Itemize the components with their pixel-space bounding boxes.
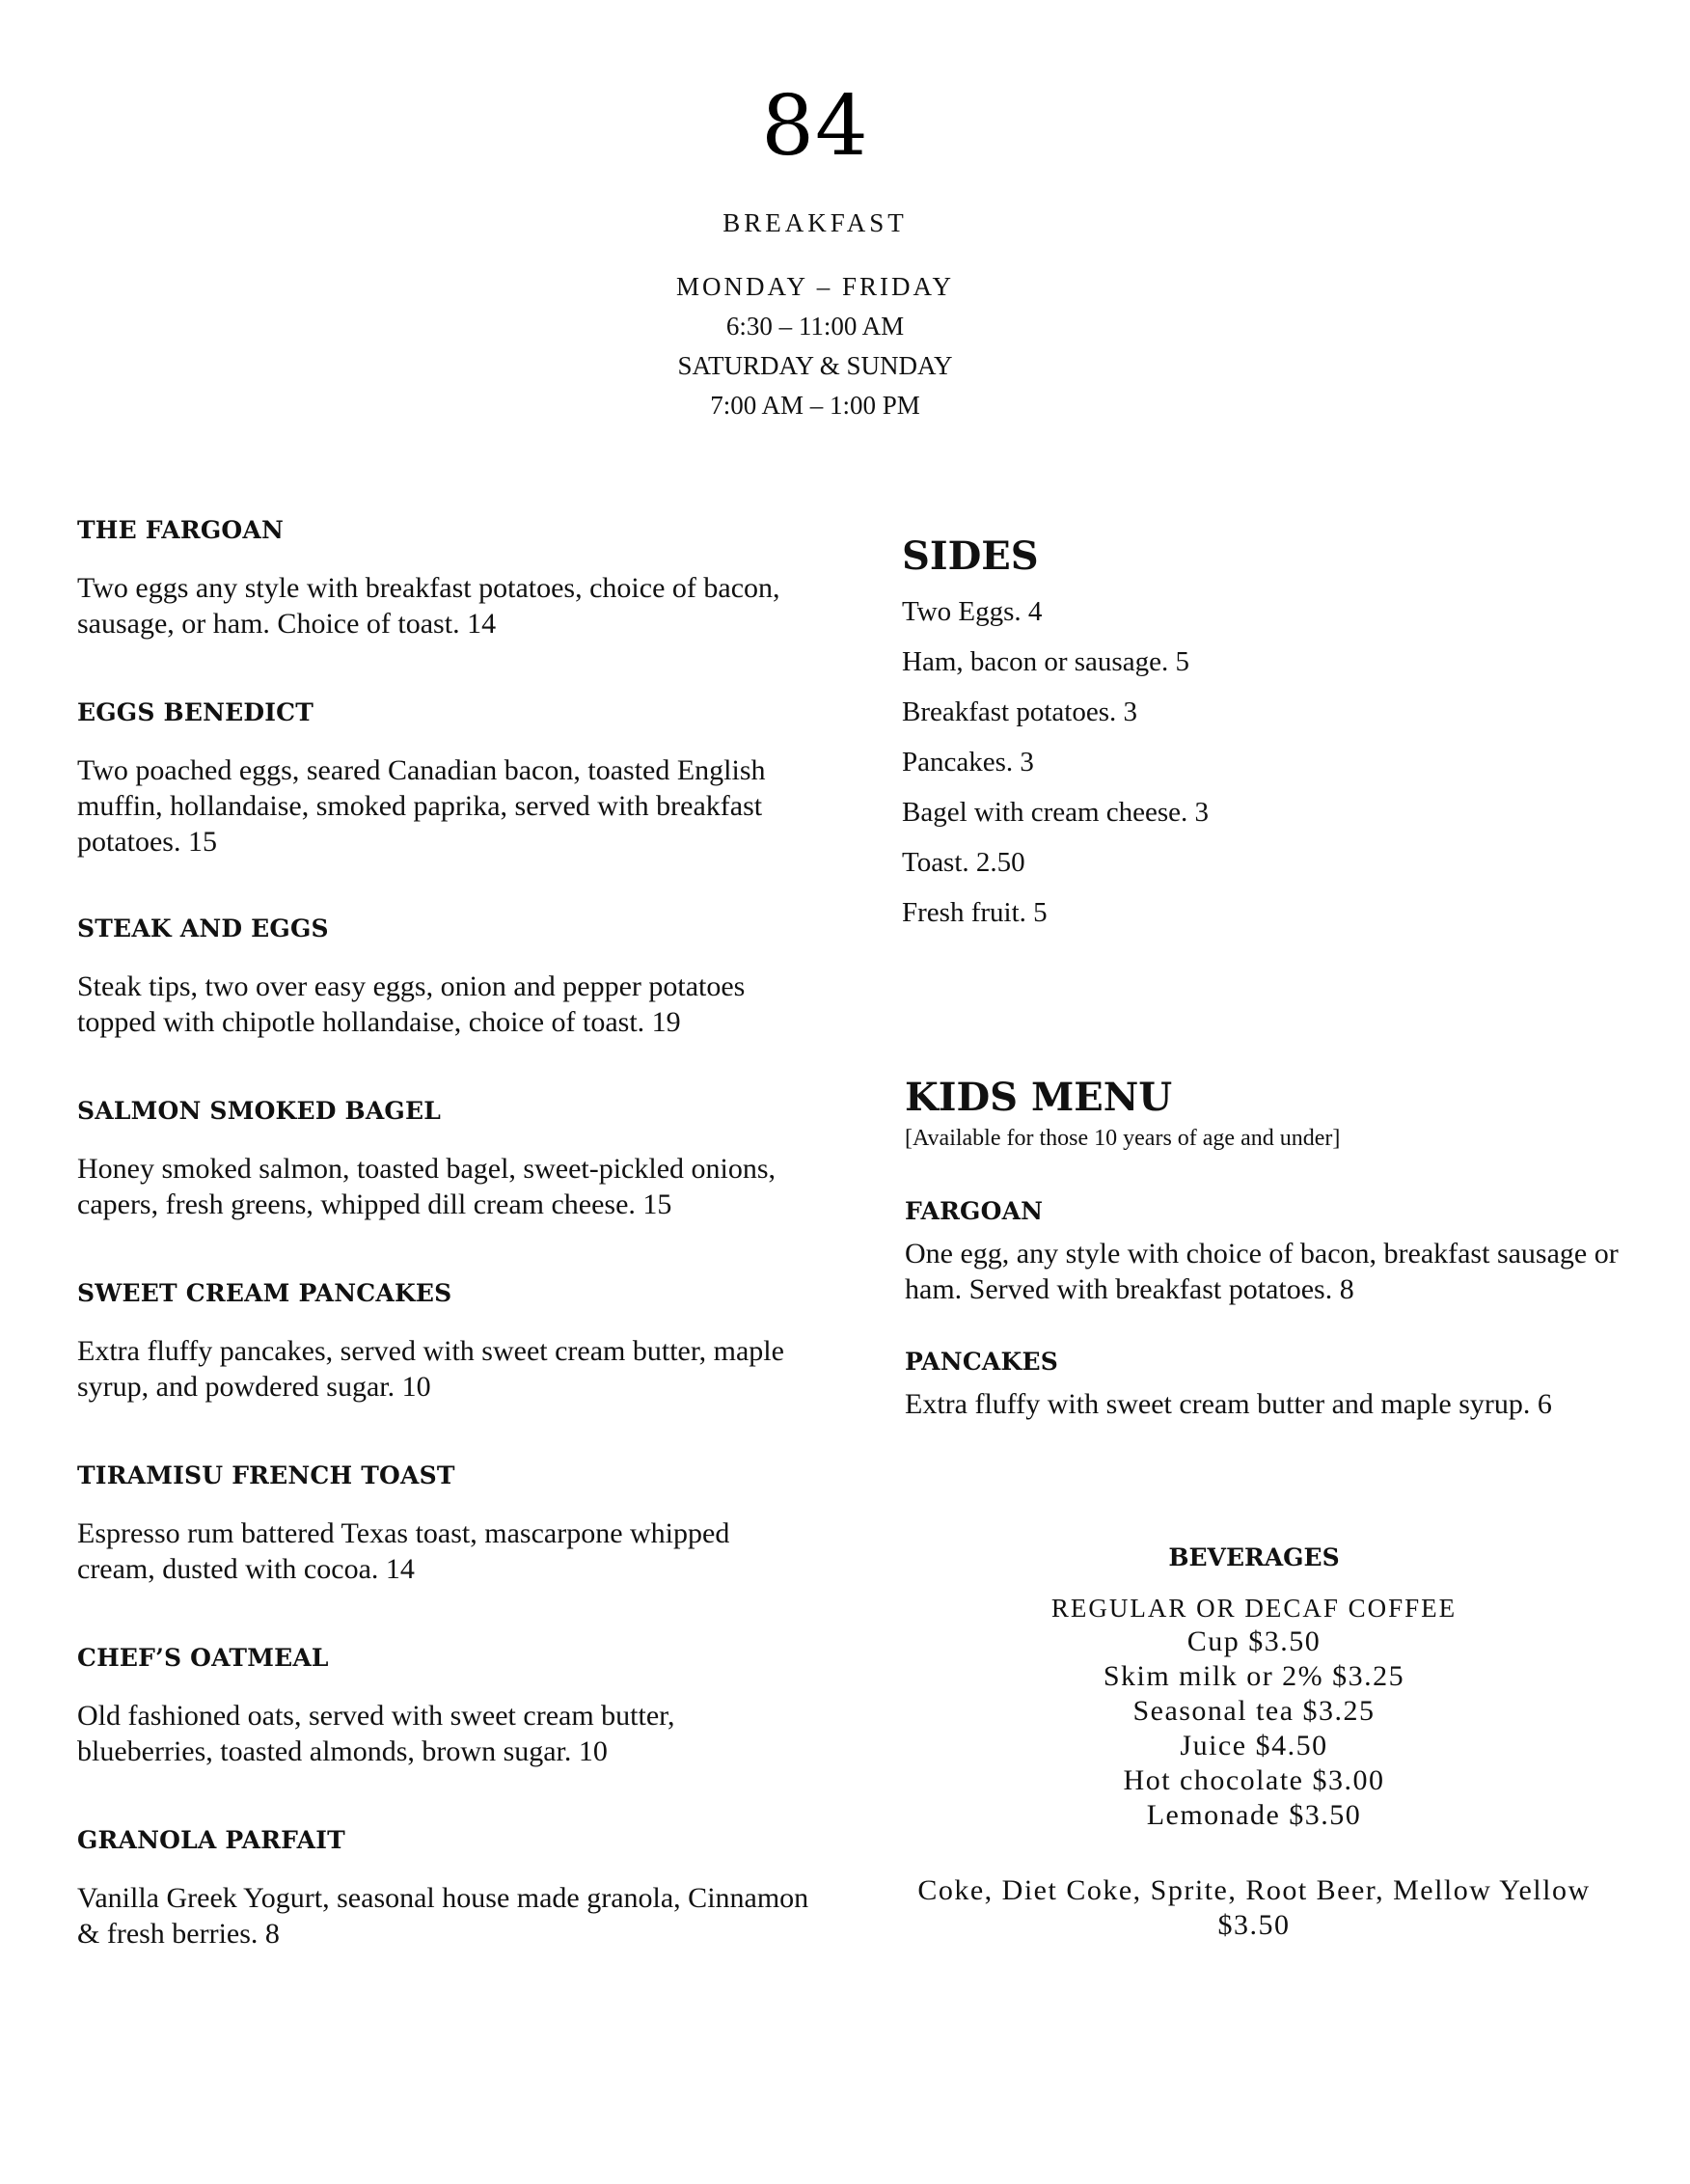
menu-header xyxy=(0,78,1630,425)
menu-item xyxy=(77,1097,810,1279)
item-name: SWEET CREAM PANCAKES xyxy=(77,1279,452,1307)
beverage-item: Seasonal tea $3.25 xyxy=(1132,1695,1376,1727)
item-name: PANCAKES xyxy=(905,1348,1058,1376)
sides-list xyxy=(902,587,1635,938)
item-description: Steak tips, two over easy eggs, onion and pepper potatoes topped with chipotle hollandaise, choice of toast. 19 xyxy=(77,970,746,1038)
item-name: TIRAMISU FRENCH TOAST xyxy=(77,1461,455,1489)
sides-title: SIDES xyxy=(902,533,1039,579)
item-description: Vanilla Greek Yogurt, seasonal house made granola, Cinnamon & fresh berries. 8 xyxy=(77,1882,809,1950)
item-description: Two poached eggs, seared Canadian bacon, toasted English muffin, hollandaise, smoked paprika, served with breakfast potatoes. 15 xyxy=(77,754,766,858)
menu-item xyxy=(77,915,810,1097)
menu-item xyxy=(77,1644,810,1826)
restaurant-logo: 84 xyxy=(761,78,869,175)
item-description: Extra fluffy pancakes, served with sweet cream butter, maple syrup, and powdered sugar. 10 xyxy=(77,1335,784,1403)
item-name: SALMON SMOKED BAGEL xyxy=(77,1097,442,1125)
item-description: One egg, any style with choice of bacon, breakfast sausage or ham. Served with breakfast potatoes. 8 xyxy=(905,1238,1619,1305)
kids-menu-section xyxy=(905,1074,1638,1422)
beverage-item: Juice $4.50 xyxy=(1180,1730,1328,1761)
beverage-item: Cup $3.50 xyxy=(1186,1625,1322,1657)
side-item: Ham, bacon or sausage. 5 xyxy=(902,646,1189,677)
soda-list: Coke, Diet Coke, Sprite, Root Beer, Mellow Yellow $3.50 xyxy=(917,1874,1591,1941)
item-name: CHEF’S OATMEAL xyxy=(77,1644,329,1672)
item-name: FARGOAN xyxy=(905,1197,1044,1225)
item-name: STEAK AND EGGS xyxy=(77,915,329,942)
side-item: Pancakes. 3 xyxy=(902,747,1034,778)
side-item: Fresh fruit. 5 xyxy=(902,897,1048,928)
beverages-section xyxy=(902,1542,1606,1943)
menu-item xyxy=(77,1461,810,1644)
kids-menu-item xyxy=(905,1197,1638,1348)
weekend-label: SATURDAY & SUNDAY xyxy=(677,351,953,380)
weekend-hours: 7:00 AM – 1:00 PM xyxy=(710,391,920,420)
item-description: Old fashioned oats, served with sweet cream butter, blueberries, toasted almonds, brown sugar. 10 xyxy=(77,1700,675,1767)
beverage-item: Hot chocolate $3.00 xyxy=(1123,1764,1385,1796)
menu-item xyxy=(77,1826,810,1952)
side-item: Breakfast potatoes. 3 xyxy=(902,696,1138,727)
hours-block xyxy=(0,267,1630,425)
side-item: Bagel with cream cheese. 3 xyxy=(902,797,1210,828)
item-name: GRANOLA PARFAIT xyxy=(77,1826,345,1854)
menu-item xyxy=(77,698,810,915)
item-name: EGGS BENEDICT xyxy=(77,698,314,726)
item-description: Honey smoked salmon, toasted bagel, sweet-pickled onions, capers, fresh greens, whipped dill cream cheese. 15 xyxy=(77,1153,777,1220)
weekday-hours: 6:30 – 11:00 AM xyxy=(725,312,905,341)
weekday-label: MONDAY – FRIDAY xyxy=(675,272,955,301)
menu-item xyxy=(77,1279,810,1461)
kids-age-note: [Available for those 10 years of age and under] xyxy=(905,1126,1341,1151)
side-item: Toast. 2.50 xyxy=(902,847,1025,878)
breakfast-items xyxy=(77,516,810,1952)
beverage-item: Lemonade $3.50 xyxy=(1146,1799,1362,1831)
sides-section xyxy=(902,532,1635,938)
meal-title: BREAKFAST xyxy=(722,208,908,237)
coffee-label: REGULAR OR DECAF COFFEE xyxy=(1050,1594,1458,1623)
kids-menu-title: KIDS MENU xyxy=(905,1075,1173,1120)
item-description: Extra fluffy with sweet cream butter and maple syrup. 6 xyxy=(905,1388,1552,1420)
beverages-title: BEVERAGES xyxy=(1168,1543,1340,1571)
beverage-item: Skim milk or 2% $3.25 xyxy=(1103,1660,1405,1692)
kids-menu-item xyxy=(905,1348,1638,1422)
item-name: THE FARGOAN xyxy=(77,516,285,544)
item-description: Two eggs any style with breakfast potatoes, choice of bacon, sausage, or ham. Choice of toast. 14 xyxy=(77,572,780,640)
menu-item xyxy=(77,516,810,698)
side-item: Two Eggs. 4 xyxy=(902,596,1043,627)
item-description: Espresso rum battered Texas toast, mascarpone whipped cream, dusted with cocoa. 14 xyxy=(77,1517,730,1585)
